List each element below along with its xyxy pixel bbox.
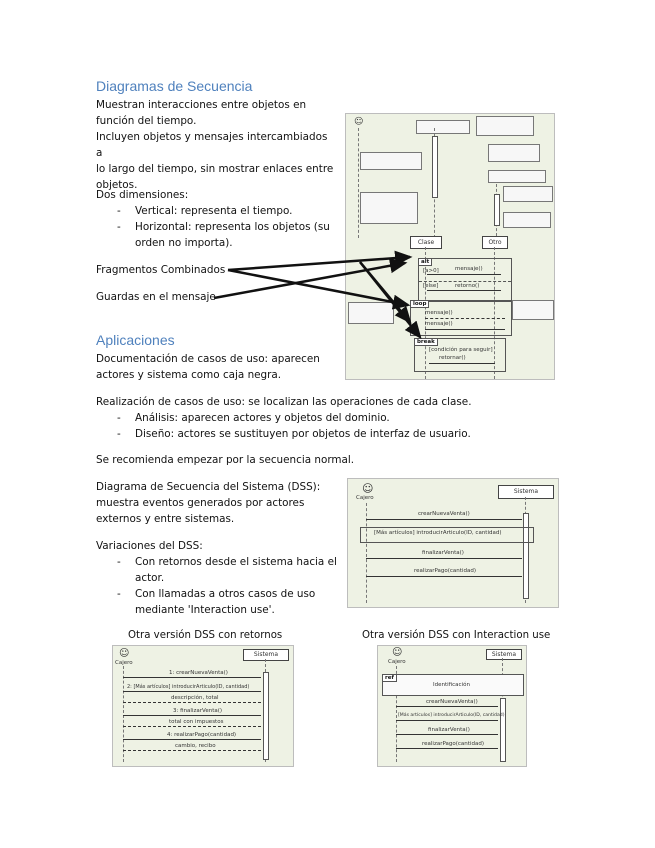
fragment-tag: loop	[411, 301, 429, 308]
message-arrow	[123, 691, 261, 692]
bullet-analisis: Análisis: aparecen actores y objetos del dominio.	[135, 412, 390, 424]
actor-label: Cajero	[356, 495, 374, 501]
ref-tag: ref	[383, 675, 397, 682]
paragraph-dss	[96, 479, 320, 527]
intro-line: Muestran interacciones entre objetos en	[96, 99, 307, 111]
bullet-llamadas: Con llamadas a otros casos de uso	[135, 588, 316, 600]
message-arrow	[123, 677, 261, 678]
interaction-use-label: Identificación	[433, 682, 470, 688]
message-arrow	[366, 558, 522, 559]
system-box: Sistema	[498, 485, 554, 499]
message-arrow	[123, 715, 261, 716]
message-label: 4: realizarPago(cantidad)	[167, 732, 237, 738]
message-label: finalizarVenta()	[422, 550, 464, 556]
text-line: externos y entre sistemas.	[96, 513, 235, 525]
message-label: [Más artículos] introducirArticulo(ID, cantidad)	[398, 713, 505, 718]
return-arrow	[123, 702, 261, 703]
class-box-otro: Otro	[482, 236, 508, 249]
section-title-diagramas: Diagramas de Secuencia	[96, 78, 253, 94]
bullet-retornos: Con retornos desde el sistema hacia el	[135, 556, 337, 568]
system-box: Sistema	[243, 649, 289, 661]
caption-dss-interaction-use: Otra versión DSS con Interaction use	[362, 630, 551, 641]
paragraph-recomienda: Se recomienda empezar por la secuencia normal.	[96, 454, 355, 466]
message-label: 1: crearNuevaVenta()	[169, 670, 228, 676]
message-arrow	[396, 720, 498, 721]
dims-item: -	[117, 221, 121, 233]
fragment-tag: alt	[419, 259, 432, 266]
actor-lifeline	[123, 666, 124, 762]
dims-item: -	[117, 205, 121, 217]
message-label: realizarPago(cantidad)	[414, 568, 476, 574]
text-line: muestra eventos generados por actores	[96, 497, 305, 509]
section-title-aplicaciones: Aplicaciones	[96, 332, 175, 348]
bullet-dash: -	[117, 412, 121, 424]
activation-bar	[263, 672, 269, 760]
dss-diagram-figure	[347, 478, 559, 608]
message-arrow	[366, 576, 522, 577]
guard-label: [a>0]	[423, 268, 439, 274]
message-label: mensaje()	[455, 266, 483, 272]
text-line: Documentación de casos de uso: aparecen	[96, 353, 320, 365]
message-label: 3: finalizarVenta()	[173, 708, 223, 714]
message-label: crearNuevaVenta()	[418, 511, 470, 517]
caption-dss-retornos: Otra versión DSS con retornos	[128, 630, 283, 641]
actor-icon: ☺	[354, 117, 364, 127]
message-label: 2: [Más artículos] introducirArticulo(ID, cantidad)	[127, 684, 250, 690]
activation-bar	[523, 513, 529, 599]
paragraph-variaciones: Variaciones del DSS:	[96, 540, 203, 552]
class-box-clase: Clase	[410, 236, 442, 249]
message-label: retorno()	[455, 283, 480, 289]
activation-bar	[500, 698, 506, 762]
bullet-dash: -	[117, 556, 121, 568]
message-arrow	[396, 748, 498, 749]
message-label: mensaje()	[425, 321, 453, 327]
message-arrow	[396, 706, 498, 707]
text-line: Diagrama de Secuencia del Sistema (DSS):	[96, 481, 321, 493]
message-label: retornar()	[439, 355, 466, 361]
message-arrow	[366, 519, 522, 520]
interaction-use-box	[382, 674, 524, 696]
message-label: total con impuestos	[169, 719, 224, 725]
dims-item-text: orden no importa).	[135, 237, 233, 249]
system-box: Sistema	[486, 649, 522, 660]
intro-line: Incluyen objetos y mensajes intercambiados a	[96, 131, 328, 159]
bullet-diseno: Diseño: actores se sustituyen por objetos de interfaz de usuario.	[135, 428, 471, 440]
label-guardas: Guardas en el mensaje	[96, 291, 216, 303]
bullet-retornos-cont: actor.	[135, 572, 165, 584]
intro-line: lo largo del tiempo, sin mostrar enlaces entre	[96, 163, 334, 175]
paragraph-casos-uso	[96, 351, 320, 383]
dims-item-text: Horizontal: representa los objetos (su	[135, 221, 330, 233]
message-arrow	[396, 734, 498, 735]
bullet-dash: -	[117, 588, 121, 600]
actor-label: Cajero	[388, 659, 406, 665]
return-arrow	[123, 726, 261, 727]
bullet-dash: -	[117, 428, 121, 440]
actor-icon: ☺	[392, 647, 403, 658]
bullet-llamadas-cont: mediante 'Interaction use'.	[135, 604, 275, 616]
dims-item-text: Vertical: representa el tiempo.	[135, 205, 293, 217]
intro-line: objetos.	[96, 179, 138, 191]
message-label: descripción, total	[171, 695, 219, 701]
actor-icon: ☺	[119, 648, 130, 659]
message-label: finalizarVenta()	[428, 727, 470, 733]
text-line: actores y sistema como caja negra.	[96, 369, 282, 381]
intro-line: función del tiempo.	[96, 115, 197, 127]
actor-label: Cajero	[115, 660, 133, 666]
dss-retornos-figure	[112, 645, 294, 767]
message-label: mensaje()	[425, 310, 453, 316]
dims-heading: Dos dimensiones:	[96, 189, 189, 201]
actor-lifeline	[366, 503, 367, 603]
dss-interaction-use-figure	[377, 645, 527, 767]
message-label: [Más artículos] introducirArticulo(ID, cantidad)	[374, 530, 502, 536]
paragraph-realizacion: Realización de casos de uso: se localizan las operaciones de cada clase.	[96, 396, 472, 408]
message-label: crearNuevaVenta()	[426, 699, 478, 705]
actor-icon: ☺	[362, 482, 374, 495]
message-label: realizarPago(cantidad)	[422, 741, 484, 747]
label-fragmentos: Fragmentos Combinados	[96, 264, 226, 276]
guard-label: [condición para seguir]	[429, 347, 493, 353]
fragment-tag: break	[415, 339, 438, 346]
arrow-guardas-3	[360, 262, 410, 322]
return-arrow	[123, 750, 261, 751]
message-arrow	[123, 739, 261, 740]
guard-label: [else]	[423, 283, 439, 289]
message-label: cambio, recibo	[175, 743, 216, 749]
